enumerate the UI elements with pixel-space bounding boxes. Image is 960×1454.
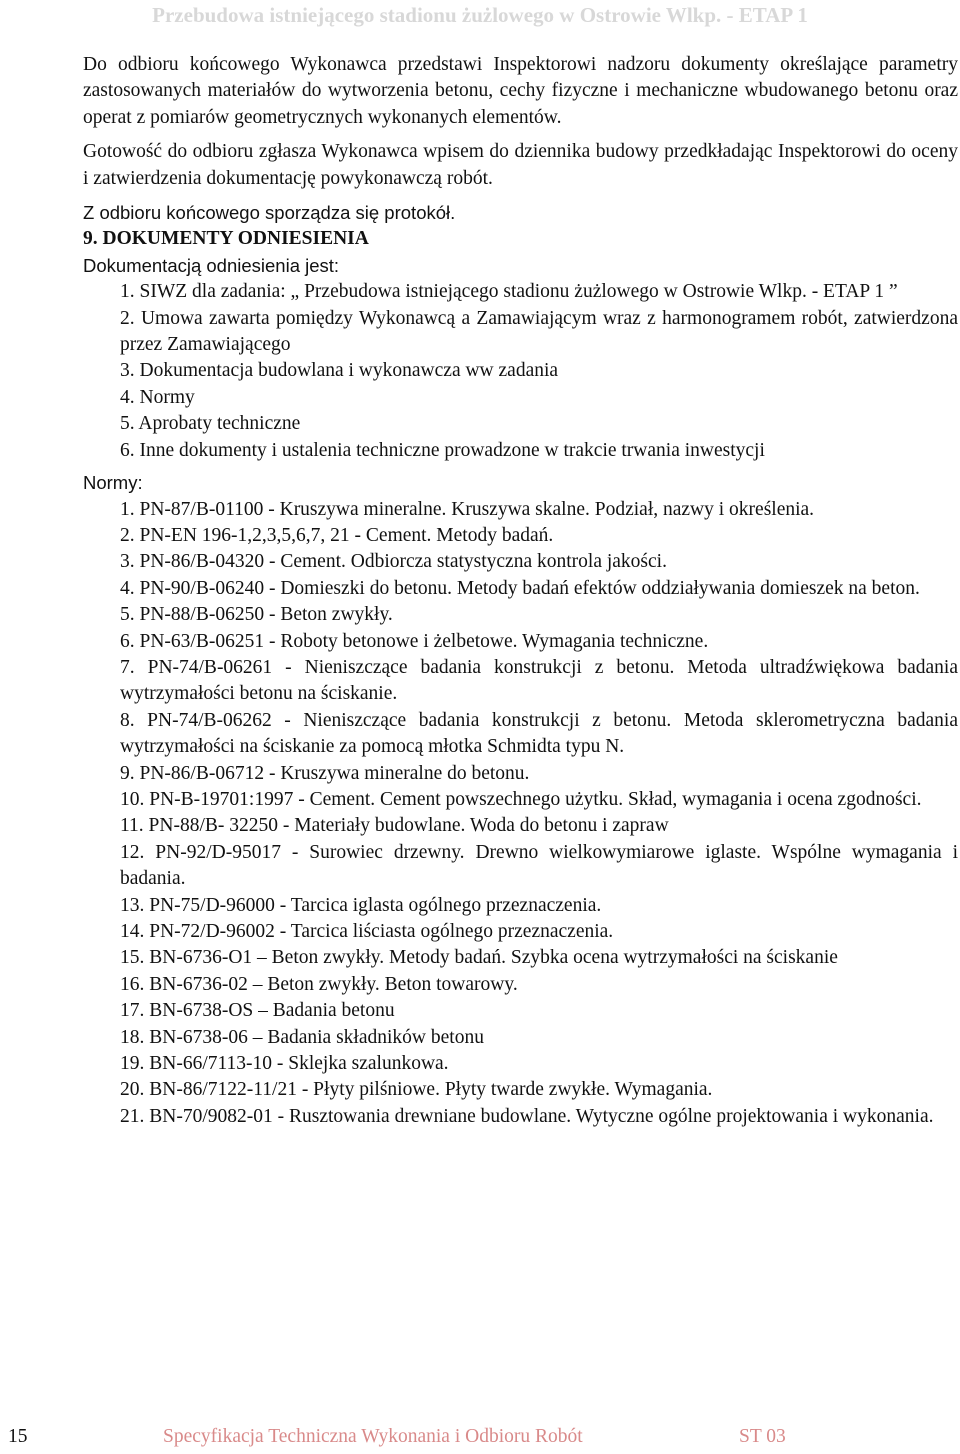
- paragraph-final-acceptance: Do odbioru końcowego Wykonawca przedstawi Inspektorowi nadzoru dokumenty określające parametry zastosowanych materiałów do wytworzenia betonu, cechy fizyczne i mechaniczne wbudowanego betonu oraz operat z pomiarów geometrycznych wykonanych elementów.: [83, 54, 958, 128]
- norms-list: [83, 497, 958, 1131]
- list-item: 4. Normy: [120, 386, 195, 408]
- paragraph-readiness: Gotowość do odbioru zgłasza Wykonawca wpisem do dziennika budowy przedkładając Inspektorowi do oceny i zatwierdzenia dokumentację powykonawczą robót.: [83, 141, 958, 189]
- page-footer: [0, 1422, 960, 1452]
- list-item: 20. BN-86/7122-11/21 - Płyty pilśniowe. Płyty twarde zwykłe. Wymagania.: [120, 1079, 713, 1101]
- list-item: 18. BN-6738-06 – Badania składników betonu: [120, 1026, 484, 1048]
- norms-intro: Normy:: [83, 472, 143, 494]
- list-item: 3. PN-86/B-04320 - Cement. Odbiorcza statystyczna kontrola jakości.: [120, 551, 667, 573]
- list-item: 2. PN-EN 196-1,2,3,5,6,7, 21 - Cement. Metody badań.: [120, 524, 554, 546]
- list-item: 19. BN-66/7113-10 - Sklejka szalunkowa.: [120, 1053, 449, 1075]
- list-item: 16. BN-6736-02 – Beton zwykły. Beton towarowy.: [120, 973, 518, 995]
- paragraph-protocol: Z odbioru końcowego sporządza się protokół.: [83, 202, 456, 224]
- list-item: 6. PN-63/B-06251 - Roboty betonowe i żelbetowe. Wymagania techniczne.: [120, 630, 709, 652]
- section-heading: 9. DOKUMENTY ODNIESIENIA: [83, 228, 369, 250]
- list-item: 10. PN-B-19701:1997 - Cement. Cement powszechnego użytku. Skład, wymagania i ocena zgodności.: [120, 788, 922, 810]
- list-item: 12. PN-92/D-95017 - Surowiec drzewny. Drewno wielkowymiarowe iglaste. Wspólne wymagania i badania.: [120, 841, 958, 890]
- list-item: 8. PN-74/B-06262 - Nieniszczące badania konstrukcji z betonu. Metoda sklerometryczna badania wytrzymałości na ściskanie za pomocą młotka Schmidta typu N.: [120, 709, 958, 758]
- list-item: 11. PN-88/B- 32250 - Materiały budowlane. Woda do betonu i zapraw: [120, 815, 669, 837]
- list-item: 2. Umowa zawarta pomiędzy Wykonawcą a Zamawiającym wraz z harmonogramem robót, zatwierdzona przez Zamawiającego: [120, 307, 958, 356]
- list-item: 4. PN-90/B-06240 - Domieszki do betonu. Metody badań efektów oddziaływania domieszek na beton.: [120, 577, 920, 599]
- list-item: 5. PN-88/B-06250 - Beton zwykły.: [120, 604, 393, 626]
- list-item: 5. Aprobaty techniczne: [120, 413, 301, 435]
- docs-intro: Dokumentacją odniesienia jest:: [83, 254, 340, 276]
- footer-code: ST 03: [739, 1426, 786, 1447]
- footer-title: Specyfikacja Techniczna Wykonania i Odbioru Robót: [163, 1426, 583, 1447]
- reference-documents-list: [83, 279, 958, 464]
- list-item: 13. PN-75/D-96000 - Tarcica iglasta ogólnego przeznaczenia.: [120, 894, 602, 916]
- list-item: 1. SIWZ dla zadania: „ Przebudowa istniejącego stadionu żużlowego w Ostrowie Wlkp. - ETAP 1 ”: [120, 281, 898, 303]
- list-item: 17. BN-6738-OS – Badania betonu: [120, 1000, 395, 1022]
- list-item: 1. PN-87/B-01100 - Kruszywa mineralne. Kruszywa skalne. Podział, nazwy i określenia.: [120, 498, 815, 520]
- list-item: 15. BN-6736-O1 – Beton zwykły. Metody badań. Szybka ocena wytrzymałości na ściskanie: [120, 947, 838, 969]
- list-item: 6. Inne dokumenty i ustalenia techniczne prowadzone w trakcie trwania inwestycji: [120, 439, 765, 461]
- list-item: 3. Dokumentacja budowlana i wykonawcza ww zadania: [120, 360, 559, 382]
- document-body: [83, 52, 958, 1130]
- list-item: 9. PN-86/B-06712 - Kruszywa mineralne do betonu.: [120, 762, 530, 784]
- list-item: 7. PN-74/B-06261 - Nieniszczące badania konstrukcji z betonu. Metoda ultradźwiękowa badania wytrzymałości betonu na ściskanie.: [120, 656, 958, 705]
- list-item: 21. BN-70/9082-01 - Rusztowania drewniane budowlane. Wytyczne ogólne projektowania i wykonania.: [120, 1105, 934, 1127]
- list-item: 14. PN-72/D-96002 - Tarcica liściasta ogólnego przeznaczenia.: [120, 921, 614, 942]
- page-number: 15: [8, 1426, 28, 1447]
- running-header: [0, 0, 960, 36]
- header-title: Przebudowa istniejącego stadionu żużlowego w Ostrowie Wlkp. - ETAP 1: [152, 3, 808, 27]
